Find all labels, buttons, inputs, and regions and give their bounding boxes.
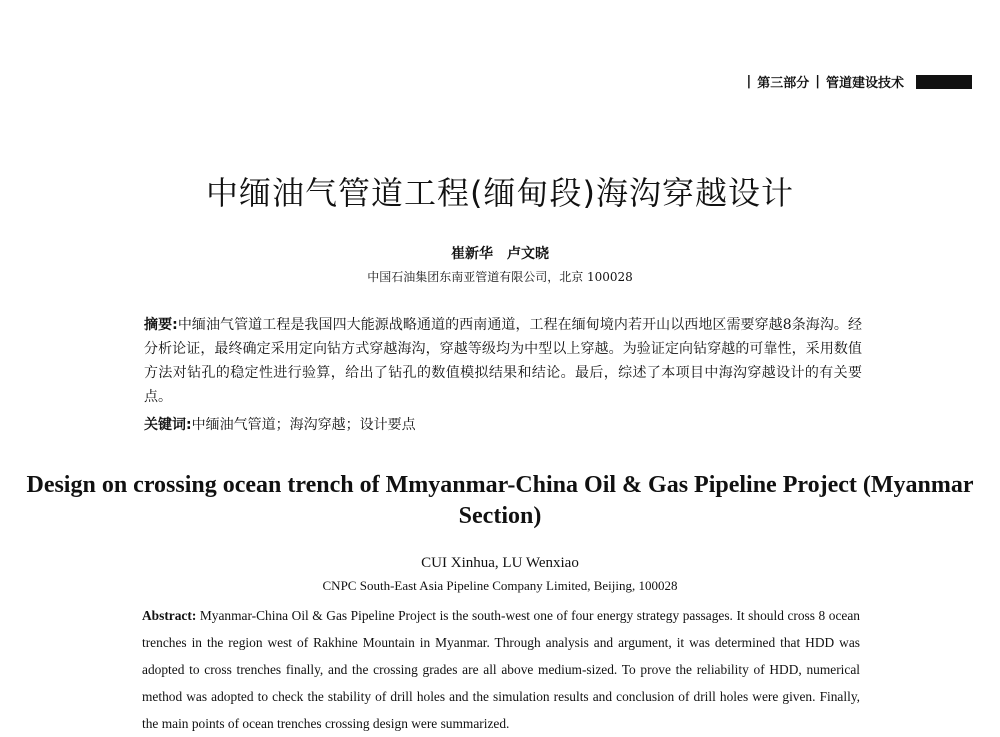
header-section: 管道建设技术	[825, 76, 904, 91]
chinese-keywords-text: 中缅油气管道；海沟穿越；设计要点	[191, 417, 416, 433]
chinese-keywords	[144, 413, 862, 437]
english-title: Design on crossing ocean trench of Mmyanmar-China Oil & Gas Pipeline Project (Myanmar Section)	[26, 472, 974, 529]
chinese-abstract	[144, 313, 862, 409]
header-separator-left: |	[746, 74, 752, 89]
chinese-authors: 崔新华 卢文晓	[451, 246, 549, 262]
english-authors: CUI Xinhua, LU Wenxiao	[421, 555, 579, 571]
english-abstract-label: Abstract:	[142, 608, 197, 623]
chinese-title: 中缅油气管道工程(缅甸段)海沟穿越设计	[206, 174, 794, 212]
chinese-abstract-label: 摘要:	[144, 317, 178, 333]
chinese-abstract-text: 中缅油气管道工程是我国四大能源战略通道的西南通道，工程在缅甸境内若开山以西地区需要穿越8条海沟。经分析论证，最终确定采用定向钻方式穿越海沟，穿越等级均为中型以上穿越。为验证定向钻穿越的可靠性，采用数值方法对钻孔的稳定性进行验算，给出了钻孔的数值模拟结果和结论。最后，综述了本项目中海沟穿越设计的有关要点。	[144, 317, 863, 405]
chinese-keywords-label: 关键词:	[144, 417, 192, 433]
header-separator-right: |	[815, 74, 820, 89]
header-part: 第三部分	[757, 76, 810, 91]
header-decorative-bar	[916, 75, 972, 89]
running-header	[746, 72, 972, 91]
english-affiliation: CNPC South-East Asia Pipeline Company Limited, Beijing, 100028	[322, 578, 678, 593]
chinese-affiliation: 中国石油集团东南亚管道有限公司，北京 100028	[367, 270, 633, 284]
english-abstract-text: Myanmar-China Oil & Gas Pipeline Project is the south-west one of four energy strategy passages. It should cross 8 ocean trenches in the region west of Rakhine Mountain in Myanmar. Through analysis and argument, it was determined that HDD was adopted to cross trenches finally, and the crossing grades are all above medium-sized. To prove the reliability of HDD, numerical method was adopted to check the stability of drill holes and the simulation results and conclusion of drill holes were given. Finally, the main points of ocean trenches crossing design were summarized.	[142, 608, 860, 731]
english-abstract	[142, 602, 860, 737]
